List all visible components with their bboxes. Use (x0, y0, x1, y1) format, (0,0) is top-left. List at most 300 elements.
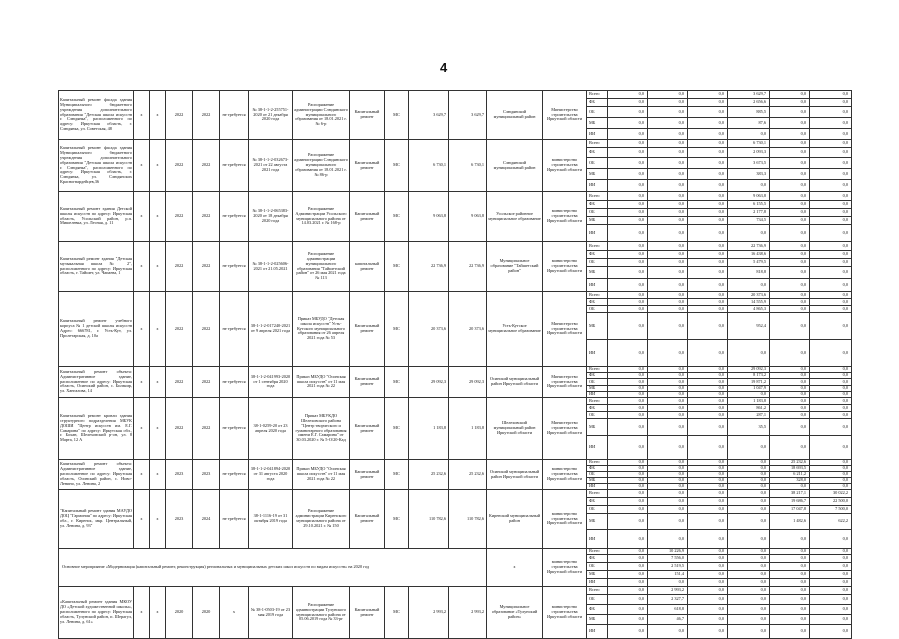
value-cell: 22 736,9 (728, 242, 770, 251)
value-cell: 0,0 (770, 279, 810, 292)
value-cell: 1 482,6 (770, 514, 810, 530)
value-cell: 622,2 (810, 514, 852, 530)
work-type: Капитальный ремонт (350, 490, 385, 549)
value-cell: 35,5 (728, 419, 770, 436)
work-type: Капитальный ремонт (350, 140, 385, 192)
value-cell: 0,0 (688, 405, 728, 412)
estimate-doc: 38-1-1-2-041993-2020 от 1 сентября 2020 года (249, 367, 293, 398)
value-cell: 10 226,9 (648, 549, 688, 555)
order-doc: Приказ МБУДО "Осинская школа искусств" от 11 мая 2021 года № 22 (293, 460, 350, 490)
limit-cell: 3 629,7 (449, 91, 487, 140)
value-cell: 0,0 (688, 242, 728, 251)
value-cell: 0,0 (810, 242, 852, 251)
value-cell: 0,0 (770, 530, 810, 549)
source-cell: ИИ (587, 530, 608, 549)
x-cell: x (150, 367, 166, 398)
organization: Слюдянский муниципальный район (487, 91, 543, 140)
value-cell: 0,0 (608, 392, 648, 398)
project-name: Капитальный ремонт объекта: Административное здание, расположенное по адресу: Иркутская область, Осинский район, с. Бильчир, ул. Хангалова, 14 (59, 367, 134, 398)
end-year: 2023 (193, 460, 220, 490)
value-cell: 0,0 (770, 412, 810, 419)
source-cell: Всего (587, 242, 608, 251)
source-cell: Всего (587, 490, 608, 498)
value-cell: 0,0 (810, 398, 852, 405)
value-cell: 0,0 (608, 615, 648, 625)
order-doc: Приказ МБУДО "Детская школа искусств" Усть-Кутского муниципального образования от 26 апреля 2021 года № 53 (293, 292, 350, 367)
x-cell: x (150, 91, 166, 140)
table-row (59, 91, 852, 99)
work-type: Капитальный ремонт (350, 367, 385, 398)
value-cell: 38 217,1 (770, 490, 810, 498)
value-cell: 0,0 (608, 530, 648, 549)
expertise-cell: не требуется (220, 292, 249, 367)
page-number: 4 (440, 60, 448, 75)
value-cell: 0,0 (648, 313, 688, 340)
value-cell: 0,0 (728, 563, 770, 571)
value-cell: 0,0 (688, 129, 728, 140)
expertise-cell: не требуется (220, 398, 249, 460)
value-cell: 0,0 (770, 367, 810, 373)
value-cell: 0,0 (810, 217, 852, 225)
start-year: 2020 (166, 587, 193, 639)
value-cell: 0,0 (648, 225, 688, 242)
value-cell: 0,0 (608, 466, 648, 472)
value-cell: 0,0 (608, 436, 648, 460)
limit-cell: 110 782,6 (449, 490, 487, 549)
value-cell: 0,0 (810, 466, 852, 472)
value-cell: 0,0 (770, 251, 810, 259)
source-cell: МБ (587, 169, 608, 180)
value-cell: 29 092,3 (728, 367, 770, 373)
value-cell: 0,0 (810, 148, 852, 158)
value-cell: 0,0 (810, 340, 852, 367)
estimate-doc: № 38-1-1-2-025606-2021 от 21.05.2021 (249, 242, 293, 292)
value-cell: 0,0 (648, 405, 688, 412)
value-cell: 0,0 (648, 398, 688, 405)
source-cell: Всего (587, 587, 608, 595)
value-cell: 5 479,5 (728, 259, 770, 267)
project-name: Капитальный ремонт объекта: Административное здание, расположенное по адресу: Иркутская область, Осинский район, с. Ново-Ленино, ул. Ленина, 2 (59, 460, 134, 490)
end-year: 2024 (193, 490, 220, 549)
x-cell: x (134, 490, 150, 549)
expertise-cell: не требуется (220, 367, 249, 398)
source-cell: ИИ (587, 225, 608, 242)
value-cell: 0,0 (810, 118, 852, 129)
ministry: министерство строительства Иркутской области (543, 140, 587, 192)
value-cell: 0,0 (608, 405, 648, 412)
start-year: 2022 (166, 367, 193, 398)
ministry: Министерство строительства Иркутской области (543, 398, 587, 460)
value-cell: 0,0 (728, 180, 770, 192)
value-cell: 0,0 (608, 99, 648, 107)
cost-cell: 22 736,9 (409, 242, 449, 292)
source-cell: МБ (587, 267, 608, 279)
source-cell: ОБ (587, 259, 608, 267)
value-cell: 0,0 (810, 169, 852, 180)
source-cell: ОБ (587, 158, 608, 169)
value-cell: 0,0 (688, 158, 728, 169)
source-cell: ОБ (587, 379, 608, 386)
value-cell: 0,0 (648, 192, 688, 201)
value-cell: 0,0 (648, 484, 688, 490)
x-cell: x (134, 367, 150, 398)
value-cell: 0,0 (608, 379, 648, 386)
value-cell: 0,0 (608, 579, 648, 587)
value-cell: 0,0 (770, 373, 810, 379)
end-year: 2022 (193, 242, 220, 292)
project-name: Капитальный ремонт здания Детской школы искусств по адресу: Иркутская область, Усольский район, р.п. Мишелевка, ул. Лесная, д. 11 (59, 192, 134, 242)
value-cell: 0,0 (770, 605, 810, 615)
source-cell: Всего (587, 292, 608, 299)
x-cell: x (150, 490, 166, 549)
value-cell: 0,0 (688, 267, 728, 279)
value-cell: 0,0 (688, 392, 728, 398)
value-cell: 0,0 (608, 412, 648, 419)
x-cell: x (134, 140, 150, 192)
value-cell: 2 177,8 (728, 209, 770, 217)
value-cell: 0,0 (728, 478, 770, 484)
value-cell: 0,0 (688, 140, 728, 148)
value-cell: 0,0 (608, 267, 648, 279)
value-cell: 0,0 (688, 379, 728, 386)
value-cell: 14 555,9 (728, 299, 770, 306)
value-cell: 0,0 (648, 306, 688, 313)
value-cell: 18 693,5 (770, 466, 810, 472)
value-cell: 0,0 (648, 217, 688, 225)
value-cell: 885,5 (728, 107, 770, 118)
cost-cell: 20 373,6 (409, 292, 449, 367)
value-cell: 8 173,2 (728, 373, 770, 379)
estimate-doc: 38-1-1116-19 от 31 октября 2019 года (249, 490, 293, 549)
value-cell: 0,0 (728, 571, 770, 579)
value-cell: 0,0 (810, 209, 852, 217)
ministry: министерство строительства Иркутской области (543, 587, 587, 639)
value-cell: 0,0 (688, 490, 728, 498)
value-cell: 0,0 (688, 579, 728, 587)
estimate-doc: 38-1-0259-20 от 23 апреля 2020 года (249, 398, 293, 460)
value-cell: 0,0 (688, 514, 728, 530)
value-cell: 0,0 (688, 118, 728, 129)
value-cell: 0,0 (688, 292, 728, 299)
value-cell: 0,0 (770, 386, 810, 392)
x-cell: x (150, 460, 166, 490)
ms-cell: МС (385, 192, 409, 242)
value-cell: 0,0 (810, 306, 852, 313)
value-cell: 0,0 (648, 466, 688, 472)
end-year: 2020 (193, 587, 220, 639)
start-year: 2023 (166, 460, 193, 490)
value-cell: 0,0 (688, 225, 728, 242)
order-doc: Распоряжение администрации Слюдянского муниципального образования от 18.01.2021 г. № 86-р (293, 140, 350, 192)
value-cell: 7 500,0 (810, 506, 852, 514)
value-cell: 0,0 (770, 292, 810, 299)
value-cell: 3 673,5 (728, 158, 770, 169)
value-cell: 0,0 (608, 118, 648, 129)
limit-cell: 29 092,3 (449, 367, 487, 398)
value-cell: 22 500,0 (810, 498, 852, 506)
value-cell: 0,0 (608, 140, 648, 148)
cost-cell: 2 993,2 (409, 587, 449, 639)
value-cell: 0,0 (810, 140, 852, 148)
value-cell: 0,0 (608, 478, 648, 484)
organization: Усольское районное муниципальное образование (487, 192, 543, 242)
value-cell: 25 232,6 (770, 460, 810, 466)
table-row (59, 490, 852, 498)
value-cell: 0,0 (770, 242, 810, 251)
value-cell: 0,0 (688, 498, 728, 506)
value-cell: 0,0 (810, 478, 852, 484)
source-cell: ОБ (587, 595, 608, 605)
value-cell: 0,0 (728, 615, 770, 625)
value-cell: 0,0 (810, 158, 852, 169)
value-cell: 0,0 (688, 373, 728, 379)
end-year: 2022 (193, 91, 220, 140)
value-cell: 0,0 (688, 625, 728, 639)
value-cell: 328,0 (770, 478, 810, 484)
value-cell: 0,0 (688, 460, 728, 466)
order-doc: Приказ МБУКДО Шелеховского района "Центр творческого и гуманитарного образования имени Е.Г. Самарина" от 30.03.2020 г. № 5-О/20-Кад (293, 398, 350, 460)
value-cell: 6 211,2 (770, 472, 810, 478)
limit-cell: 1 183,8 (449, 398, 487, 460)
source-cell: ФБ (587, 201, 608, 209)
start-year: 2022 (166, 91, 193, 140)
value-cell: 0,0 (648, 498, 688, 506)
organization: Усть-Кутское муниципальное образование (487, 292, 543, 367)
estimate-doc: № 38-1-0503-19 от 23 мая 2019 года (249, 587, 293, 639)
source-cell: ОБ (587, 412, 608, 419)
value-cell: 0,0 (688, 192, 728, 201)
value-cell: 0,0 (810, 412, 852, 419)
value-cell: 0,0 (688, 299, 728, 306)
value-cell: 0,0 (770, 306, 810, 313)
x-cell: x (150, 242, 166, 292)
value-cell: 0,0 (608, 313, 648, 340)
limit-cell: 2 993,2 (449, 587, 487, 639)
ministry: Министерство строительства Иркутской области (543, 367, 587, 398)
organization: Слюдянский муниципальный район (487, 140, 543, 192)
x-cell: x (134, 460, 150, 490)
cost-cell: 29 092,3 (409, 367, 449, 398)
source-cell: ОБ (587, 306, 608, 313)
value-cell: 0,0 (608, 306, 648, 313)
value-cell: 3 629,7 (728, 91, 770, 99)
value-cell: 0,0 (648, 373, 688, 379)
limit-cell: 9 063,8 (449, 192, 487, 242)
value-cell: 0,0 (648, 267, 688, 279)
start-year: 2023 (166, 490, 193, 549)
value-cell: 0,0 (648, 436, 688, 460)
value-cell: 0,0 (810, 595, 852, 605)
value-cell: 0,0 (688, 279, 728, 292)
value-cell: 861,2 (728, 405, 770, 412)
value-cell: 0,0 (688, 209, 728, 217)
value-cell: 0,0 (770, 158, 810, 169)
source-cell: МБ (587, 386, 608, 392)
ms-cell: МС (385, 91, 409, 140)
value-cell: 17 047,8 (770, 506, 810, 514)
value-cell: 0,0 (810, 571, 852, 579)
value-cell: 0,0 (648, 299, 688, 306)
x-cell: x (134, 91, 150, 140)
value-cell: 0,0 (688, 484, 728, 490)
source-cell: ФБ (587, 498, 608, 506)
value-cell: 0,0 (648, 140, 688, 148)
value-cell: 0,0 (608, 217, 648, 225)
value-cell: 0,0 (770, 169, 810, 180)
source-cell: ИИ (587, 340, 608, 367)
value-cell: 0,0 (770, 563, 810, 571)
x-cell: x (134, 398, 150, 460)
value-cell: 0,0 (810, 99, 852, 107)
value-cell: 0,0 (688, 478, 728, 484)
value-cell: 0,0 (810, 379, 852, 386)
start-year: 2022 (166, 292, 193, 367)
ms-cell: МС (385, 367, 409, 398)
value-cell: 0,0 (688, 340, 728, 367)
value-cell: 0,0 (688, 563, 728, 571)
value-cell: 0,0 (810, 419, 852, 436)
value-cell: 0,0 (728, 595, 770, 605)
start-year: 2022 (166, 398, 193, 460)
value-cell: 19 871,2 (728, 379, 770, 386)
value-cell: 6 155,5 (728, 201, 770, 209)
ms-cell: МС (385, 292, 409, 367)
value-cell: 0,0 (608, 498, 648, 506)
value-cell: 0,0 (608, 605, 648, 615)
value-cell: 0,0 (648, 292, 688, 299)
value-cell: 0,0 (770, 340, 810, 367)
value-cell: 0,0 (648, 460, 688, 466)
end-year: 2022 (193, 192, 220, 242)
value-cell: 0,0 (810, 251, 852, 259)
ms-cell: МС (385, 490, 409, 549)
table-row (59, 192, 852, 201)
value-cell: 0,0 (608, 148, 648, 158)
value-cell: 0,0 (810, 386, 852, 392)
source-cell: ИИ (587, 279, 608, 292)
value-cell: 0,0 (688, 386, 728, 392)
value-cell: 0,0 (770, 118, 810, 129)
value-cell: 0,0 (770, 398, 810, 405)
expertise-cell: не требуется (220, 140, 249, 192)
source-cell: ОБ (587, 107, 608, 118)
table-row (59, 242, 852, 251)
value-cell: 0,0 (648, 340, 688, 367)
value-cell: 0,0 (770, 148, 810, 158)
ms-cell: МС (385, 398, 409, 460)
value-cell: 0,0 (608, 251, 648, 259)
source-cell: МБ (587, 478, 608, 484)
value-cell: 0,0 (688, 472, 728, 478)
value-cell: 1 047,9 (728, 386, 770, 392)
limit-cell: 25 232,6 (449, 460, 487, 490)
value-cell: 0,0 (608, 180, 648, 192)
project-name: "Капитальный ремонт здания МАУДО ДОЦ "Гармония" по адресу: Иркутская обл., г. Киренск, мкр. Центральный, ул. Ленина, д. 93" (59, 490, 134, 549)
value-cell: 0,0 (648, 129, 688, 140)
value-cell: 0,0 (648, 99, 688, 107)
source-cell: ИИ (587, 484, 608, 490)
table-row (59, 140, 852, 148)
value-cell: 734,5 (728, 217, 770, 225)
source-cell: Всего (587, 140, 608, 148)
value-cell: 0,0 (810, 579, 852, 587)
value-cell: 0,0 (688, 306, 728, 313)
start-year: 2022 (166, 242, 193, 292)
source-cell: ИИ (587, 436, 608, 460)
value-cell: 0,0 (810, 129, 852, 140)
value-cell: 0,0 (608, 625, 648, 639)
project-name: Капитальный ремонт кровли здания структурного подразделения МБУК ДОШИ "Центр искусств им. Е.Г. Самарина" по адресу: Иркутская обл., г. Бохан, Шелеховский р-он, ул. 8 Марта, 12 А (59, 398, 134, 460)
source-cell: ФБ (587, 466, 608, 472)
value-cell: 0,0 (688, 367, 728, 373)
ms-cell: МС (385, 587, 409, 639)
value-cell: 0,0 (608, 373, 648, 379)
x-cell: x (150, 398, 166, 460)
value-cell: 0,0 (810, 91, 852, 99)
value-cell: 0,0 (770, 579, 810, 587)
value-cell: 0,0 (770, 225, 810, 242)
value-cell: 0,0 (770, 571, 810, 579)
value-cell: 0,0 (608, 292, 648, 299)
value-cell: 0,0 (688, 107, 728, 118)
value-cell: 20 373,6 (728, 292, 770, 299)
value-cell: 0,0 (608, 595, 648, 605)
value-cell: 0,0 (688, 595, 728, 605)
value-cell: 0,0 (810, 180, 852, 192)
value-cell: 0,0 (810, 192, 852, 201)
source-cell: Всего (587, 460, 608, 466)
limit-cell: 6 730,1 (449, 140, 487, 192)
value-cell: 87,6 (728, 118, 770, 129)
estimate-doc: 38-1-1-2-017240-2021 от 9 апреля 2021 года (249, 292, 293, 367)
value-cell: 0,0 (688, 587, 728, 595)
value-cell: 0,0 (688, 169, 728, 180)
value-cell: 0,0 (688, 530, 728, 549)
value-cell: 0,0 (608, 563, 648, 571)
organization: Осинский муниципальный район Иркутской области (487, 367, 543, 398)
table-row (59, 292, 852, 299)
value-cell: 0,0 (810, 259, 852, 267)
value-cell: 0,0 (608, 555, 648, 563)
value-cell: 0,0 (770, 217, 810, 225)
value-cell: 0,0 (728, 498, 770, 506)
end-year: 2022 (193, 292, 220, 367)
source-cell: ФБ (587, 405, 608, 412)
project-name: Капитальный ремонт здания "Детская музыкальная школа № 2", расположенного по адресу: Иркутская область, г. Тайшет, ул. Чапаева, 1 (59, 242, 134, 292)
value-cell: 0,0 (648, 386, 688, 392)
value-cell: 0,0 (648, 158, 688, 169)
value-cell: 0,0 (728, 472, 770, 478)
value-cell: 0,0 (770, 405, 810, 412)
table-body (59, 91, 852, 639)
value-cell: 0,0 (648, 625, 688, 639)
value-cell: 0,0 (728, 514, 770, 530)
value-cell: 0,0 (770, 107, 810, 118)
source-cell: ФБ (587, 605, 608, 615)
value-cell: 0,0 (810, 367, 852, 373)
value-cell: 0,0 (648, 148, 688, 158)
value-cell: 0,0 (810, 292, 852, 299)
value-cell: 0,0 (688, 549, 728, 555)
value-cell: 0,0 (770, 267, 810, 279)
value-cell: 0,0 (648, 209, 688, 217)
organization: Шелеховский муниципальный район Иркутской области (487, 398, 543, 460)
value-cell: 0,0 (770, 140, 810, 148)
value-cell: 0,0 (688, 259, 728, 267)
value-cell: 0,0 (688, 412, 728, 419)
source-cell: МБ (587, 313, 608, 340)
value-cell: 0,0 (648, 107, 688, 118)
